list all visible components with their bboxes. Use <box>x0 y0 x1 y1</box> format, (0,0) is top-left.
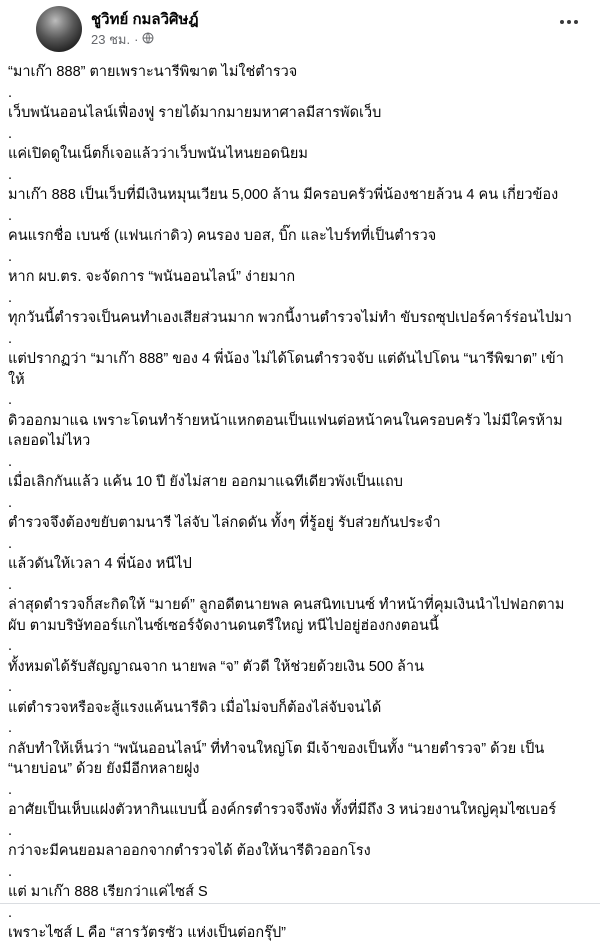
paragraph-separator: . <box>8 720 13 736</box>
post-paragraph: เมื่อเลิกกันแล้ว แค้น 10 ปี ยังไม่สาย ออกมาแฉทีเดียวพังเป็นแถบ <box>8 474 403 490</box>
post-paragraph: ดิวออกมาแฉ เพราะโดนทำร้ายหน้าแหกตอนเป็นแฟนต่อหน้าคนในครอบครัว ไม่มีใครห้าม เลยอดไม่ไหว <box>8 412 563 449</box>
paragraph-separator: . <box>8 822 13 839</box>
post-paragraph: ล่าสุดตำรวจก็สะกิดให้ “มายด์” ลูกอดีตนายพล คนสนิทเบนซ์ ทำหน้าที่คุมเงินนำไปฟอกตามผับ ตามบริษัทออร์แกไนซ์เซอร์จัดงานดนตรีใหญ่ หนีไปอยู่ฮ่องกงตอนนี้ <box>8 597 565 634</box>
paragraph-separator: . <box>8 863 13 880</box>
post-paragraph: แค่เปิดดูในเน็ตก็เจอแล้วว่าเว็บพนันไหนยอดนิยม <box>8 146 308 162</box>
post-paragraph: กว่าจะมีคนยอมลาออกจากตำรวจได้ ต้องให้นารีดิวออกโรง <box>8 843 371 859</box>
avatar[interactable] <box>36 6 82 52</box>
paragraph-separator: . <box>8 453 13 470</box>
post-paragraph: แต่ตำรวจหรือจะสู้แรงแค้นนารีดิว เมื่อไม่จบก็ต้องไล่จับจนได้ <box>8 699 382 716</box>
paragraph-separator: . <box>8 330 13 347</box>
timestamp[interactable]: 23 ชม. <box>91 31 131 47</box>
post-header-text <box>91 6 199 48</box>
post-paragraph: คนแรกชื่อ เบนซ์ (แฟนเก่าดิว) คนรอง บอส, บิ๊ก และไบร์ทที่เป็นตำรวจ <box>8 228 437 244</box>
paragraph-separator: . <box>8 494 13 511</box>
post-header <box>0 0 600 54</box>
post-paragraph: กลับทำให้เห็นว่า “พนันออนไลน์” ที่ทำจนใหญ่โต มีเจ้าของเป็นทั้ง “นายตำรวจ” ด้วย เป็น “นายบ่อน” ด้วย ยังมีอีกหลายฝูง <box>8 740 545 777</box>
globe-icon <box>142 31 154 48</box>
post-paragraph: แต่ปรากฏว่า “มาเก๊า 888” ของ 4 พี่น้อง ไม่ได้โดนตำรวจจับ แต่ดันไปโดน “นารีพิฆาต” เข้าให้ <box>8 351 564 388</box>
ellipsis-icon <box>560 20 564 24</box>
post-body <box>0 54 600 944</box>
paragraph-separator: . <box>8 84 13 101</box>
paragraph-separator: . <box>8 576 13 593</box>
post-paragraph: ตำรวจจึงต้องขยับตามนารี ไล่จับ ไล่กดดัน ทั้งๆ ที่รู้อยู่ รับส่วยกันประจำ <box>8 515 441 531</box>
post-meta <box>91 30 199 48</box>
paragraph-separator: . <box>8 638 13 654</box>
ellipsis-icon <box>574 20 578 24</box>
paragraph-separator: . <box>8 535 13 552</box>
post-paragraph: เพราะไซส์ L คือ “สารวัตรซัว แห่งเป็นต่อกรุ๊ป” <box>8 925 286 941</box>
paragraph-separator: . <box>8 207 13 224</box>
post-paragraph: ทั้งหมดได้รับสัญญาณจาก นายพล “จ” ตัวดี ให้ช่วยด้วยเงิน 500 ล้าน <box>8 658 424 675</box>
paragraph-separator: . <box>8 125 13 142</box>
paragraph-separator: . <box>8 392 13 408</box>
author-name[interactable]: ชูวิทย์ กมลวิศิษฎ์ <box>91 11 199 28</box>
paragraph-separator: . <box>8 781 13 798</box>
paragraph-separator: . <box>8 289 13 306</box>
post-paragraph: หาก ผบ.ตร. จะจัดการ “พนันออนไลน์” ง่ายมาก <box>8 269 296 285</box>
paragraph-separator: . <box>8 166 13 183</box>
post-paragraph: เว็บพนันออนไลน์เฟื่องฟู รายได้มากมายมหาศาลมีสารพัดเว็บ <box>8 105 382 121</box>
meta-separator: · <box>134 31 139 47</box>
paragraph-separator: . <box>8 248 13 265</box>
post-paragraph: อาศัยเป็นเห็บแฝงตัวหากินแบบนี้ องค์กรตำรวจจึงพัง ทั้งที่มีถึง 3 หน่วยงานใหญ่คุมไซเบอร์ <box>8 802 557 818</box>
post-menu-button[interactable] <box>556 16 582 28</box>
paragraph-separator: . <box>8 904 13 921</box>
post-paragraph: แล้วดันให้เวลา 4 พี่น้อง หนีไป <box>8 556 192 572</box>
post-paragraph: มาเก๊า 888 เป็นเว็บที่มีเงินหมุนเวียน 5,000 ล้าน มีครอบครัวพี่น้องชายล้วน 4 คน เกี่ยวข้อง <box>8 187 559 203</box>
post-paragraph: ทุกวันนี้ตำรวจเป็นคนทำเองเสียส่วนมาก พวกนี้งานตำรวจไม่ทำ ขับรถซุปเปอร์คาร์ร่อนไปมา <box>8 310 572 326</box>
ellipsis-icon <box>567 20 571 24</box>
paragraph-separator: . <box>8 679 13 695</box>
post-paragraph: “มาเก๊า 888” ตายเพราะนารีพิฆาต ไม่ใช่ตำรวจ <box>8 64 298 80</box>
post-paragraph: แต่ มาเก๊า 888 เรียกว่าแค่ไซส์ S <box>8 884 208 900</box>
